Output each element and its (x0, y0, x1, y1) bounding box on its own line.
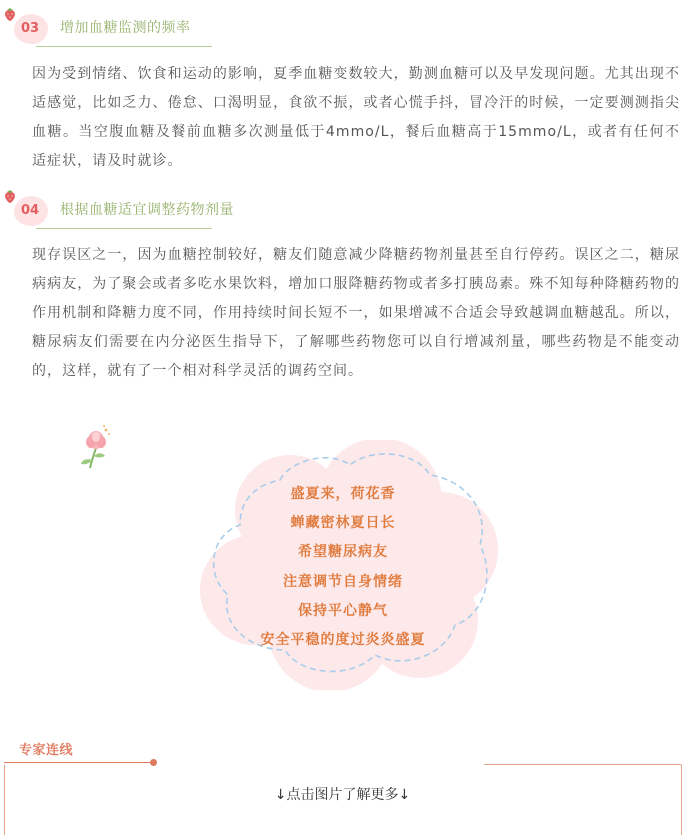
strawberry-icon (2, 6, 18, 22)
poem-line: 安全平稳的度过炎炎盛夏 (260, 631, 426, 648)
expert-section-title: 专家连线 (19, 743, 74, 758)
section-underline (36, 46, 212, 47)
section-number: 03 (21, 21, 40, 36)
poem-line: 希望糖尿病友 (298, 544, 388, 561)
flower-icon (76, 422, 116, 472)
section-number: 04 (21, 203, 40, 218)
poem-line: 注意调节自身情绪 (283, 573, 403, 590)
section-04-header (0, 192, 260, 228)
poem-line: 盛夏来，荷花香 (290, 486, 396, 502)
section-underline (36, 228, 212, 229)
poem-block (190, 480, 496, 655)
poem-line: 保持平心静气 (298, 602, 388, 619)
section-04-paragraph: 现存误区之一，因为血糖控制较好，糖友们随意减少降糖药物剂量甚至自行停药。误区之二，糖尿病病友，为了聚会或者多吃水果饮料，增加口服降糖药物或者多打胰岛素。殊不知每种降糖药物的作用机制和降糖力度不同，作用持续时间长短不一，如果增减不合适会导致越调血糖越乱。所以，糖尿病友们需要在内分泌医生指导下，了解哪些药物您可以自行增减剂量，哪些药物是不能变动的，这样，就有了一个相对科学灵活的调药空间。 (32, 247, 680, 379)
strawberry-icon (2, 188, 18, 204)
expert-title-underline (4, 762, 152, 763)
poem-line: 蝉藏密林夏日长 (290, 515, 396, 532)
section-03-paragraph: 因为受到情绪、饮食和运动的影响，夏季血糖变数较大，勤测血糖可以及早发现问题。尤其出现不适感觉，比如乏力、倦怠、口渴明显，食欲不振，或者心慌手抖，冒冷汗的时候，一定要测测指尖血糖。当空腹血糖及餐前血糖多次测量低于4mmo/L，餐后血糖高于15mmo/L，或者有任何不适症状，请及时就诊。 (32, 66, 680, 169)
expert-box-top-line (484, 764, 681, 765)
learn-more-link[interactable]: ↓点击图片了解更多↓ (274, 787, 411, 803)
section-title: 增加血糖监测的频率 (60, 20, 191, 36)
section-03-header (0, 10, 260, 46)
section-title: 根据血糖适宜调整药物剂量 (60, 202, 234, 218)
